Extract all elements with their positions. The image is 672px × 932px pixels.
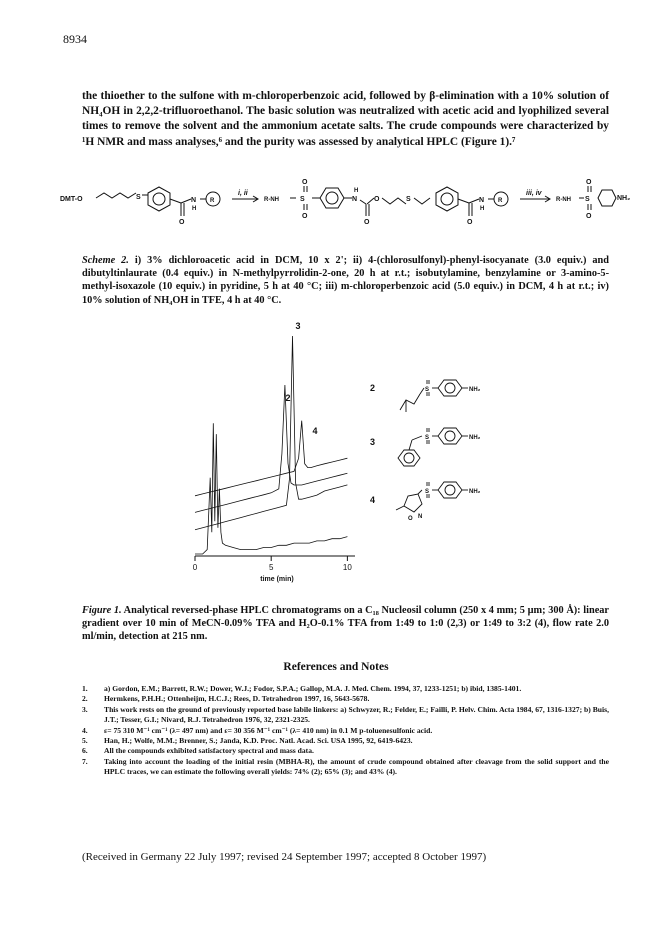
reference-item xyxy=(82,726,609,736)
c3-nh2-label: NH₂ xyxy=(469,435,481,441)
reference-text: Han, H.; Wolfe, M.M.; Brenner, S.; Janda, K.D. Proc. Natl. Acad. Sci. USA 1995, 92, 6419-6423. xyxy=(104,736,413,746)
isoxazole-o-label: O xyxy=(408,516,413,522)
step-label-2: iii, iv xyxy=(526,190,542,197)
c2-sulfur-label: S xyxy=(425,387,430,393)
x-tick-label-0: 0 xyxy=(192,563,198,572)
reference-item xyxy=(82,705,609,726)
oxygen-label-3: O xyxy=(302,213,308,220)
oxygen-label-4: O xyxy=(364,219,370,226)
product-nh2-label: NH₂ xyxy=(617,195,631,202)
reference-item xyxy=(82,694,609,704)
resin-label-1: R xyxy=(210,198,215,204)
chromatogram-trace-4 xyxy=(195,421,347,496)
oxygen-label: O xyxy=(179,219,185,226)
oxygen-label-7: O xyxy=(586,179,592,186)
chromatogram-trace-2 xyxy=(195,336,347,530)
figure-caption xyxy=(82,604,609,644)
reference-number: 6. xyxy=(82,746,88,756)
x-axis-label: time (min) xyxy=(260,576,294,583)
nitrogen-label: N xyxy=(191,197,197,204)
x-tick-label-10: 10 xyxy=(342,563,352,572)
hydrogen-label-3: H xyxy=(480,206,485,212)
compound-number-4: 4 xyxy=(370,495,376,505)
dmt-label: DMT-O xyxy=(60,196,83,203)
peak-label-2: 2 xyxy=(285,393,291,403)
x-tick-label-5: 5 xyxy=(268,563,274,572)
c4-sulfur-label: S xyxy=(425,489,430,495)
reference-text: a) Gordon, E.M.; Barrett, R.W.; Dower, W.J.; Fodor, S.P.A.; Gallop, M.A. J. Med. Chem. 1994, 37, 1233-1251; b) ibid, 1385-1401. xyxy=(104,684,522,693)
reference-number: 5. xyxy=(82,736,88,746)
page-number: 8934 xyxy=(63,32,87,46)
reference-text: Hermkens, P.H.H.; Ottenheijm, H.C.J.; Rees, D. Tetrahedron 1997, 16, 5643-5678. xyxy=(104,694,370,704)
step-label-1: i, ii xyxy=(238,190,248,197)
rnh-label-2: R-NH xyxy=(556,197,571,203)
oxygen-label-5: O xyxy=(374,196,380,203)
reference-text: ε= 75 310 M⁻¹ cm⁻¹ (λ= 497 nm) and ε= 30 356 M⁻¹ cm⁻¹ (λ= 410 nm) in 0.1 M p-toluenesulfonic acid. xyxy=(104,725,433,735)
reference-number: 7. xyxy=(82,756,88,766)
oxygen-label-8: O xyxy=(586,213,592,220)
received-dates: (Received in Germany 22 July 1997; revised 24 September 1997; accepted 8 October 1997) xyxy=(82,851,487,863)
references-title: References and Notes xyxy=(283,661,389,673)
scheme-caption-label: Scheme 2. xyxy=(82,255,129,266)
reaction-scheme xyxy=(60,160,620,250)
reference-text: Taking into account the loading of the initial resin (MBHA-R), the amount of crude compound obtained after cleavage from the solid support and the HPLC traces, we can estimate the following overall yields: 74% (2); 65% (3); and 43% (4). xyxy=(104,756,609,777)
figure-caption-text: Analytical reversed-phase HPLC chromatograms on a C₁₈ Nucleosil column (250 x 4 mm; 5 µm; 300 Å): linear gradient over 10 min of MeCN-0.09% TFA and H₂O-0.1% TFA from 1:49 to 1:0 (2,3) or 1:49 to 3:2 (4), flow rate 2.0 ml/min, detection at 215 nm. xyxy=(82,605,610,643)
reference-item xyxy=(82,757,609,778)
compound-structures xyxy=(360,370,520,530)
rnh-label-1: R-NH xyxy=(264,197,279,203)
chromatogram-trace-1 xyxy=(195,423,347,554)
chromatogram-trace-3 xyxy=(195,385,347,512)
hydrogen-label: H xyxy=(192,206,197,212)
compound-number-3: 3 xyxy=(370,437,376,447)
reference-number: 2. xyxy=(82,694,88,704)
reference-item xyxy=(82,736,609,746)
oxygen-label-6: O xyxy=(467,219,473,226)
sulfur-label: S xyxy=(136,194,141,201)
reference-item xyxy=(82,746,609,756)
reference-number: 3. xyxy=(82,704,88,714)
isoxazole-n-label: N xyxy=(418,514,423,520)
peak-label-3: 3 xyxy=(295,321,301,331)
reference-text: All the compounds exhibited satisfactory spectral and mass data. xyxy=(104,746,314,756)
references-list xyxy=(82,684,609,778)
reference-number: 1. xyxy=(82,684,88,693)
sulfur-label-4: S xyxy=(585,196,590,203)
sulfur-label-2: S xyxy=(300,196,305,203)
hplc-chromatogram xyxy=(185,318,370,588)
c3-sulfur-label: S xyxy=(425,435,430,441)
oxygen-label-2: O xyxy=(302,179,308,186)
figure-caption-label: Figure 1. xyxy=(82,605,122,616)
scheme-caption xyxy=(82,254,609,307)
resin-label-2: R xyxy=(498,198,503,204)
hydrogen-label-2: H xyxy=(354,188,359,194)
c4-nh2-label: NH₂ xyxy=(469,489,481,495)
sulfur-label-3: S xyxy=(406,196,411,203)
reference-number: 4. xyxy=(82,725,88,735)
nitrogen-label-3: N xyxy=(479,197,485,204)
scheme-caption-text: i) 3% dichloroacetic acid in DCM, 10 x 2'; ii) 4-(chlorosulfonyl)-phenyl-isocyanate (3.0 equiv.) and dibutyltinlaurate (0.4 equiv.) in N-methylpyrrolidin-2-one, 20 h at r.t.; isobutylamine, benzylamine or 3-amino-5-methyl-isoxazole (10 equiv.) in pyridine, 5 h at 40 °C; iii) m-chloroperbenzoic acid (5.0 equiv.) in DCM, 4 h at r.t.; iv) 10% solution of NH₄OH in TFE, 4 h at 40 °C. xyxy=(82,255,609,306)
nitrogen-label-2: N xyxy=(352,196,358,203)
c2-nh2-label: NH₂ xyxy=(469,387,481,393)
reference-text: This work rests on the ground of previously reported base labile linkers: a) Schwyzer, R.; Felder, E.; Failli, P. Helv. Chim. Acta 1984, 67, 1316-1327; b) Buis, J.T.; Tesser, G.I.; Nivard, R.J. Tetrahedron 1976, 32, 2321-2325. xyxy=(104,704,609,725)
body-paragraph: the thioether to the sulfone with m-chloroperbenzoic acid, followed by β-elimination with a 10% solution of NH₄OH in 2,2,2-trifluoroethanol. The basic solution was neutralized with acetic acid and lyophilized several times to remove the solvent and the ammonium acetate salts. The crude compounds were characterized by ¹H NMR and mass analyses,⁶ and the purity was assessed by analytical HPLC (Figure 1).⁷ xyxy=(82,90,609,148)
peak-label-4: 4 xyxy=(312,426,318,436)
compound-number-2: 2 xyxy=(370,383,376,393)
reference-item xyxy=(82,684,609,694)
